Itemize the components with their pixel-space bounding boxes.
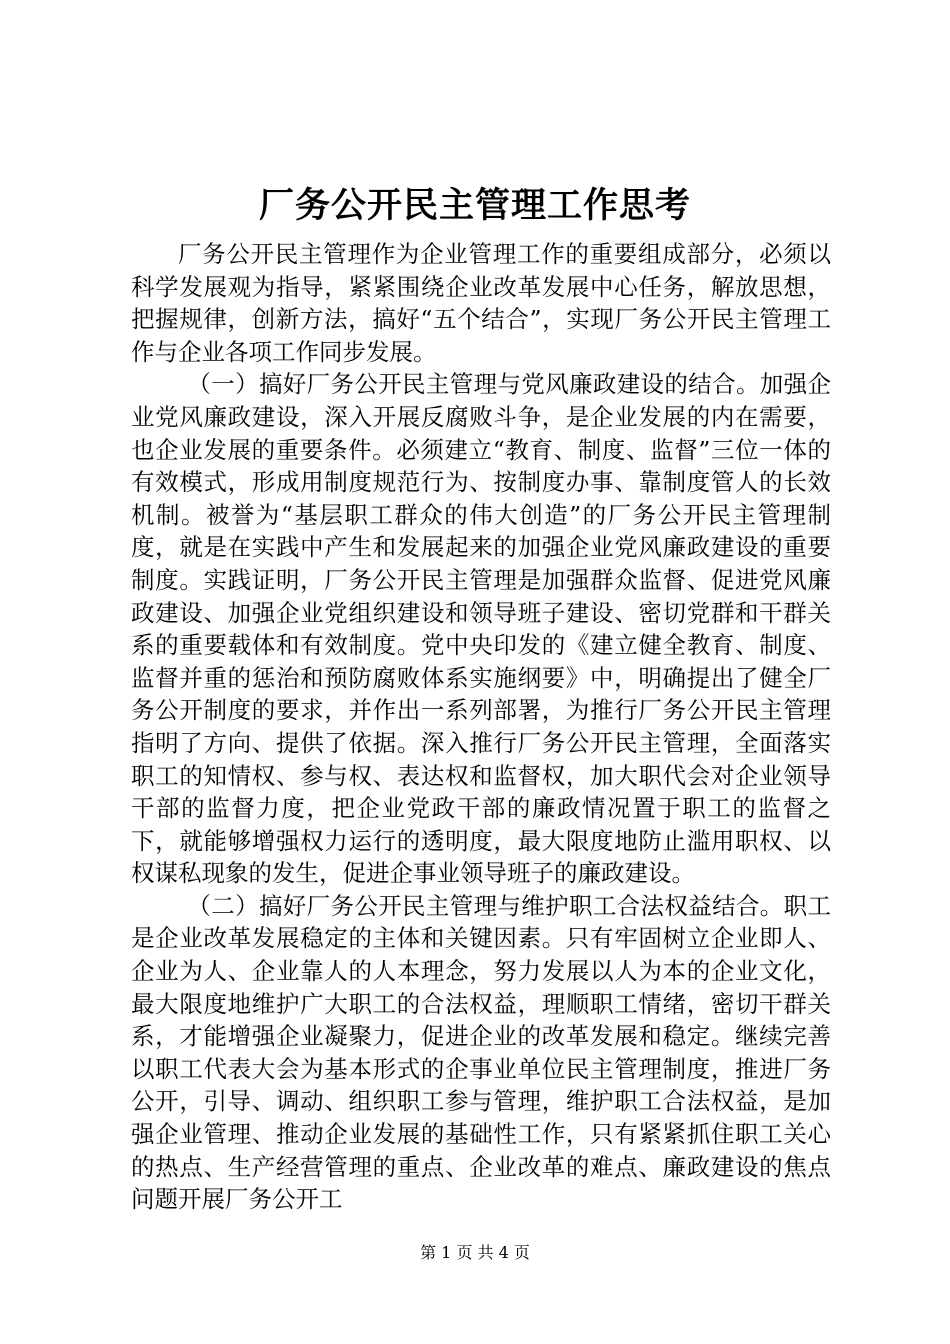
- paragraph-intro: 厂务公开民主管理作为企业管理工作的重要组成部分，必须以科学发展观为指导，紧紧围绕企业改革发展中心任务，解放思想，把握规律，创新方法，搞好“五个结合”，实现厂务公开民主管理工作与企业各项工作同步发展。: [131, 240, 831, 366]
- paragraph-section-1: （一）搞好厂务公开民主管理与党风廉政建设的结合。加强企业党风廉政建设，深入开展反腐败斗争，是企业发展的内在需要，也企业发展的重要条件。必须建立“教育、制度、监督”三位一体的有效模式，形成用制度规范行为、按制度办事、靠制度管人的长效机制。被誉为“基层职工群众的伟大创造”的厂务公开民主管理制度，就是在实践中产生和发展起来的加强企业党风廉政建设的重要制度。实践证明，厂务公开民主管理是加强群众监督、促进党风廉政建设、加强企业党组织建设和领导班子建设、密切党群和干群关系的重要载体和有效制度。党中央印发的《建立健全教育、制度、监督并重的惩治和预防腐败体系实施纲要》中，明确提出了健全厂务公开制度的要求，并作出一系列部署，为推行厂务公开民主管理指明了方向、提供了依据。深入推行厂务公开民主管理，全面落实职工的知情权、参与权、表达权和监督权，加大职代会对企业领导干部的监督力度，把企业党政干部的廉政情况置于职工的监督之下，就能够增强权力运行的透明度，最大限度地防止滥用职权、以权谋私现象的发生，促进企事业领导班子的廉政建设。: [131, 370, 831, 888]
- page-footer: 第 1 页 共 4 页: [420, 1243, 530, 1262]
- document-body: [131, 238, 831, 1216]
- document-title: 厂务公开民主管理工作思考: [258, 185, 691, 226]
- paragraph-section-2: （二）搞好厂务公开民主管理与维护职工合法权益结合。职工是企业改革发展稳定的主体和关键因素。只有牢固树立企业即人、企业为人、企业靠人的人本理念，努力发展以人为本的企业文化，最大限度地维护广大职工的合法权益，理顺职工情绪，密切干群关系，才能增强企业凝聚力，促进企业的改革发展和稳定。继续完善以职工代表大会为基本形式的企事业单位民主管理制度，推进厂务公开，引导、调动、组织职工参与管理，维护职工合法权益，是加强企业管理、推动企业发展的基础性工作，只有紧紧抓住职工关心的热点、生产经营管理的重点、企业改革的难点、廉政建设的焦点问题开展厂务公开工: [131, 891, 831, 1214]
